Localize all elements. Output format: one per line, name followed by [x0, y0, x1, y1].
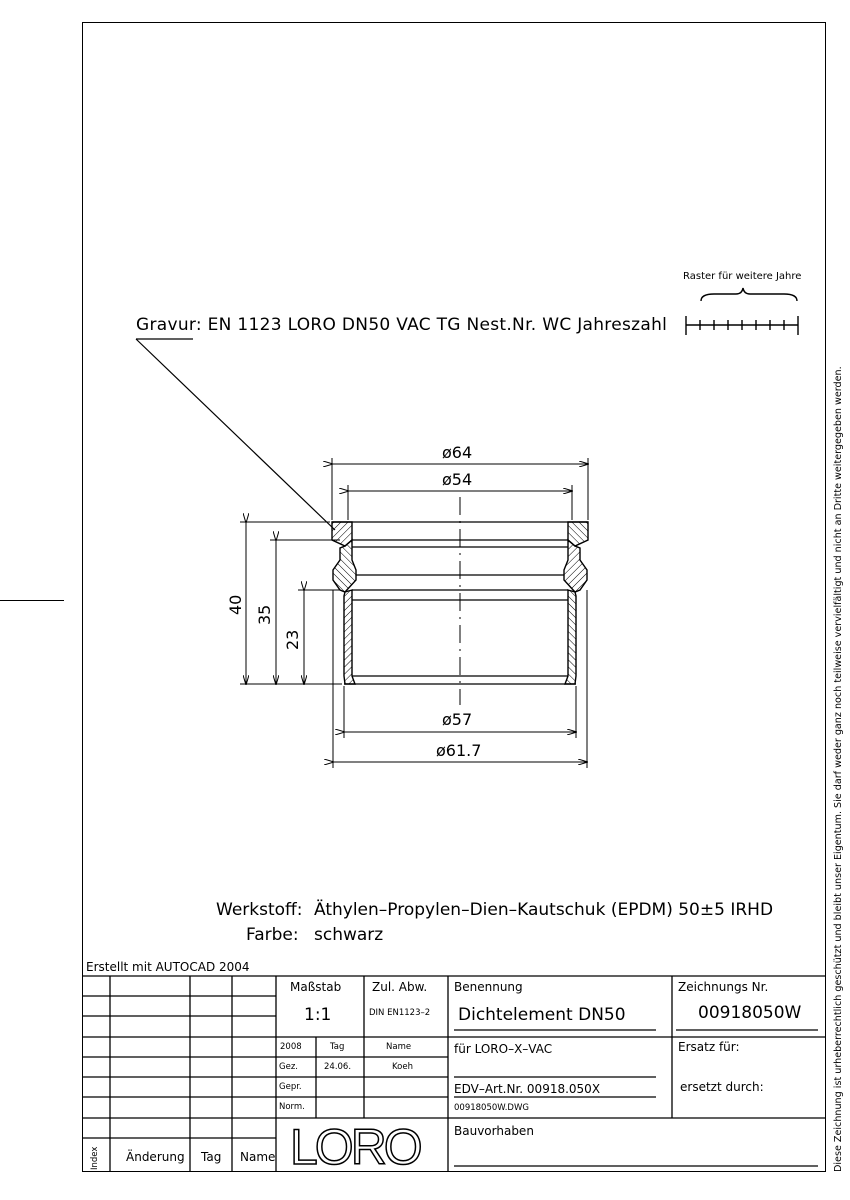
scale-value: 1:1 — [304, 1005, 332, 1025]
edp-article: EDV–Art.Nr. 00918.050X — [454, 1082, 601, 1096]
copyright-notice: Diese Zeichnung ist urheberrechtlich geschützt und bleibt unser Eigentum. Sie darf weder ganz noch teilweise vervielfältigt und nicht an Dritte weitergegeben werden. — [833, 366, 844, 1172]
color-label: Farbe: — [246, 925, 299, 945]
rev-change-label: Änderung — [126, 1150, 185, 1164]
engraving-text: Gravur: EN 1123 LORO DN50 VAC TG Nest.Nr. WC Jahreszahl — [136, 315, 668, 335]
norm-label: Norm. — [279, 1102, 305, 1112]
dim-h40: 40 — [226, 594, 245, 615]
material-value: Äthylen–Propylen–Dien–Kautschuk (EPDM) 50±5 IRHD — [314, 900, 774, 920]
rev-index-label: Index — [90, 1146, 100, 1170]
dim-d57: ø57 — [442, 710, 473, 729]
dim-h35: 35 — [255, 604, 274, 625]
rev-name-label: Name — [240, 1150, 276, 1164]
dwg-file: 00918050W.DWG — [454, 1103, 529, 1113]
year: 2008 — [280, 1042, 302, 1052]
project-label: Bauvorhaben — [454, 1124, 534, 1138]
dim-d54: ø54 — [442, 470, 473, 489]
engraving-leader — [136, 339, 335, 530]
seal-left-profile — [332, 522, 356, 684]
name-label: Benennung — [454, 980, 523, 994]
drawn-label: Gez. — [279, 1062, 298, 1072]
dimension-lines — [240, 458, 588, 768]
raster-label: Raster für weitere Jahre — [683, 271, 802, 282]
scale-label: Maßstab — [290, 980, 342, 994]
drawing-no-label: Zeichnungs Nr. — [678, 980, 769, 994]
color-value: schwarz — [314, 925, 384, 945]
year-raster — [686, 288, 798, 335]
drawing-no-value: 00918050W — [698, 1003, 802, 1023]
dim-d64: ø64 — [442, 443, 473, 462]
dim-h23: 23 — [283, 629, 302, 650]
loro-logo: LORO — [290, 1119, 420, 1175]
replacement-for-label: Ersatz für: — [678, 1040, 740, 1054]
tolerance-value: DIN EN1123–2 — [369, 1008, 431, 1018]
material-label: Werkstoff: — [216, 900, 303, 920]
dim-d617: ø61.7 — [436, 741, 482, 760]
name-col-label: Name — [386, 1042, 412, 1052]
drawn-name: Koeh — [392, 1062, 413, 1072]
for-product: für LORO–X–VAC — [454, 1042, 553, 1056]
checked-label: Gepr. — [279, 1082, 302, 1092]
drawn-day: 24.06. — [324, 1062, 352, 1072]
name-value: Dichtelement DN50 — [458, 1005, 626, 1025]
day-label: Tag — [330, 1042, 345, 1052]
replaced-by-label: ersetzt durch: — [680, 1080, 764, 1094]
seal-right-profile — [564, 522, 588, 684]
tolerance-label: Zul. Abw. — [372, 980, 428, 994]
created-with: Erstellt mit AUTOCAD 2004 — [86, 960, 250, 974]
rev-day-label: Tag — [201, 1150, 222, 1164]
